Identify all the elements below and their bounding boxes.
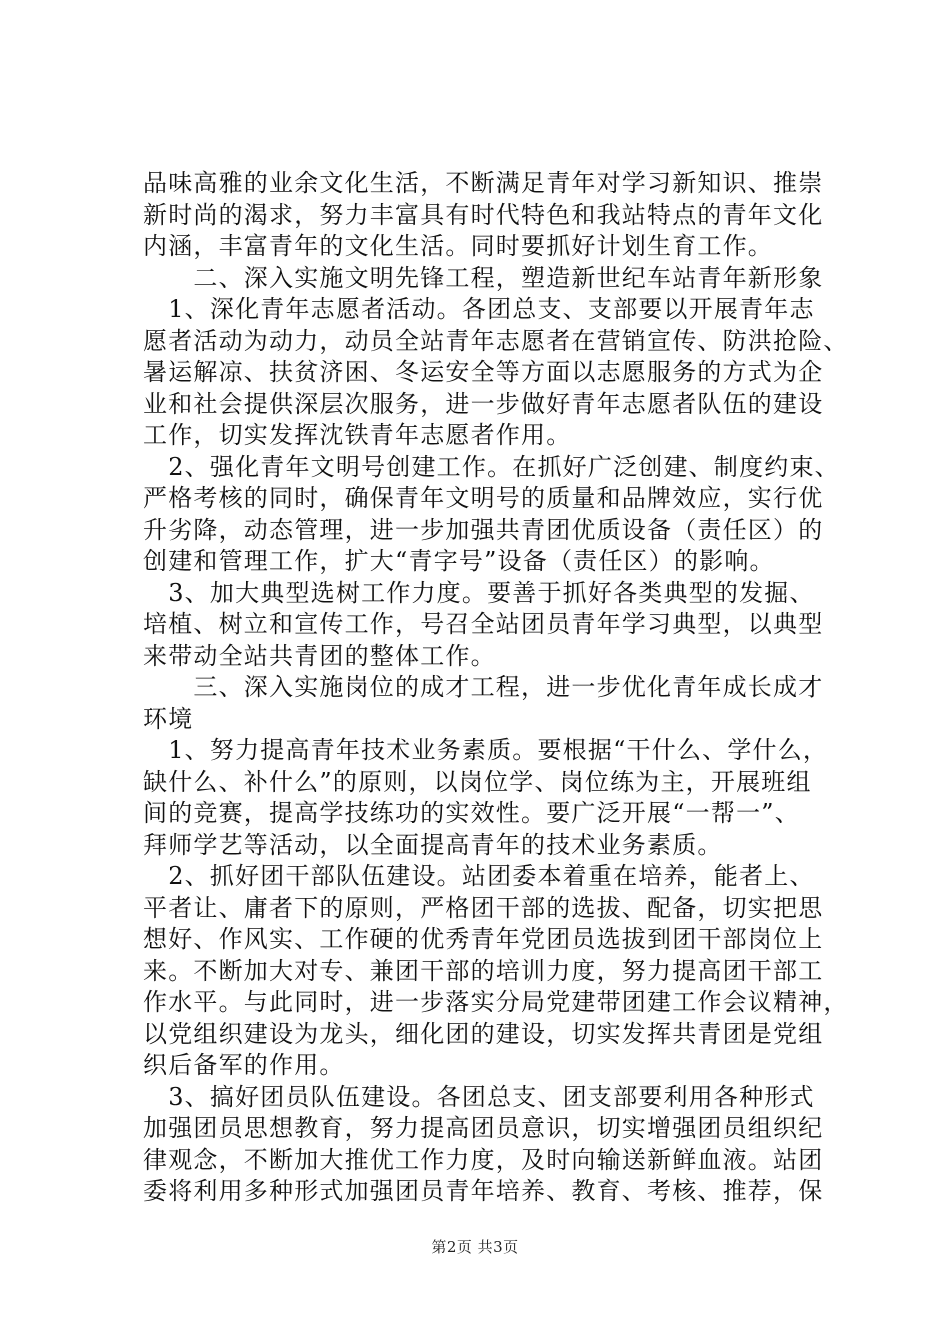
- document-body: [143, 168, 849, 1208]
- text-line: 想好、作风实、工作硬的优秀青年党团员选拔到团干部岗位上: [143, 925, 824, 953]
- text-line: 作水平。与此同时，进一步落实分局党建带团建工作会议精神，: [143, 988, 849, 1016]
- text-line: 严格考核的同时，确保青年文明号的质量和品牌效应，实行优: [143, 484, 824, 512]
- text-line: 拜师学艺等活动，以全面提高青年的技术业务素质。: [143, 830, 723, 859]
- text-line: 委将利用多种形式加强团员青年培养、教育、考核、推荐，保: [143, 1177, 824, 1205]
- text-line: 2、抓好团干部队伍建设。站团委本着重在培养，能者上、: [143, 862, 815, 890]
- text-line: 三、深入实施岗位的成才工程，进一步优化青年成长成才: [143, 673, 824, 701]
- text-line: 织后备军的作用。: [143, 1051, 345, 1079]
- text-line: 工作，切实发挥沈铁青年志愿者作用。: [143, 421, 572, 449]
- text-line: 3、加大典型选树工作力度。要善于抓好各类典型的发掘、: [143, 578, 815, 607]
- text-line: 平者让、庸者下的原则，严格团干部的选拔、配备，切实把思: [143, 893, 824, 922]
- text-line: 培植、树立和宣传工作，号召全站团员青年学习典型，以典型: [143, 610, 824, 638]
- text-line: 创建和管理工作，扩大“青字号”设备（责任区）的影响。: [143, 547, 775, 575]
- text-line: 2、强化青年文明号创建工作。在抓好广泛创建、制度约束、: [143, 452, 840, 481]
- text-line: 愿者活动为动力，动员全站青年志愿者在营销宣传、防洪抢险、: [143, 326, 849, 355]
- text-line: 环境: [143, 704, 194, 733]
- text-line: 1、努力提高青年技术业务素质。要根据“干什么、学什么，: [143, 736, 829, 764]
- text-line: 新时尚的渴求，努力丰富具有时代特色和我站特点的青年文化: [143, 200, 824, 229]
- text-line: 3、搞好团员队伍建设。各团总支、团支部要利用各种形式: [143, 1082, 815, 1111]
- text-line: 二、深入实施文明先锋工程，塑造新世纪车站青年新形象: [143, 263, 824, 292]
- text-line: 加强团员思想教育，努力提高团员意识，切实增强团员组织纪: [143, 1114, 824, 1142]
- text-line: 间的竞赛，提高学技练功的实效性。要广泛开展“一帮一”、: [143, 799, 800, 827]
- text-line: 来带动全站共青团的整体工作。: [143, 641, 496, 670]
- text-line: 以党组织建设为龙头，细化团的建设，切实发挥共青团是党组: [143, 1019, 824, 1048]
- text-line: 律观念，不断加大推优工作力度，及时向输送新鲜血液。站团: [143, 1145, 824, 1174]
- page-footer: 第2页 共3页: [431, 1238, 519, 1256]
- text-line: 品味高雅的业余文化生活，不断满足青年对学习新知识、推崇: [143, 169, 824, 197]
- text-line: 来。不断加大对专、兼团干部的培训力度，努力提高团干部工: [143, 956, 824, 985]
- text-line: 业和社会提供深层次服务，进一步做好青年志愿者队伍的建设: [143, 389, 824, 418]
- text-line: 缺什么、补什么”的原则，以岗位学、岗位练为主，开展班组: [143, 767, 812, 796]
- text-line: 1、深化青年志愿者活动。各团总支、支部要以开展青年志: [143, 295, 815, 323]
- text-line: 内涵，丰富青年的文化生活。同时要抓好计划生育工作。: [143, 232, 773, 260]
- text-line: 升劣降，动态管理，进一步加强共青团优质设备（责任区）的: [143, 515, 824, 544]
- text-line: 暑运解凉、扶贫济困、冬运安全等方面以志愿服务的方式为企: [143, 358, 824, 386]
